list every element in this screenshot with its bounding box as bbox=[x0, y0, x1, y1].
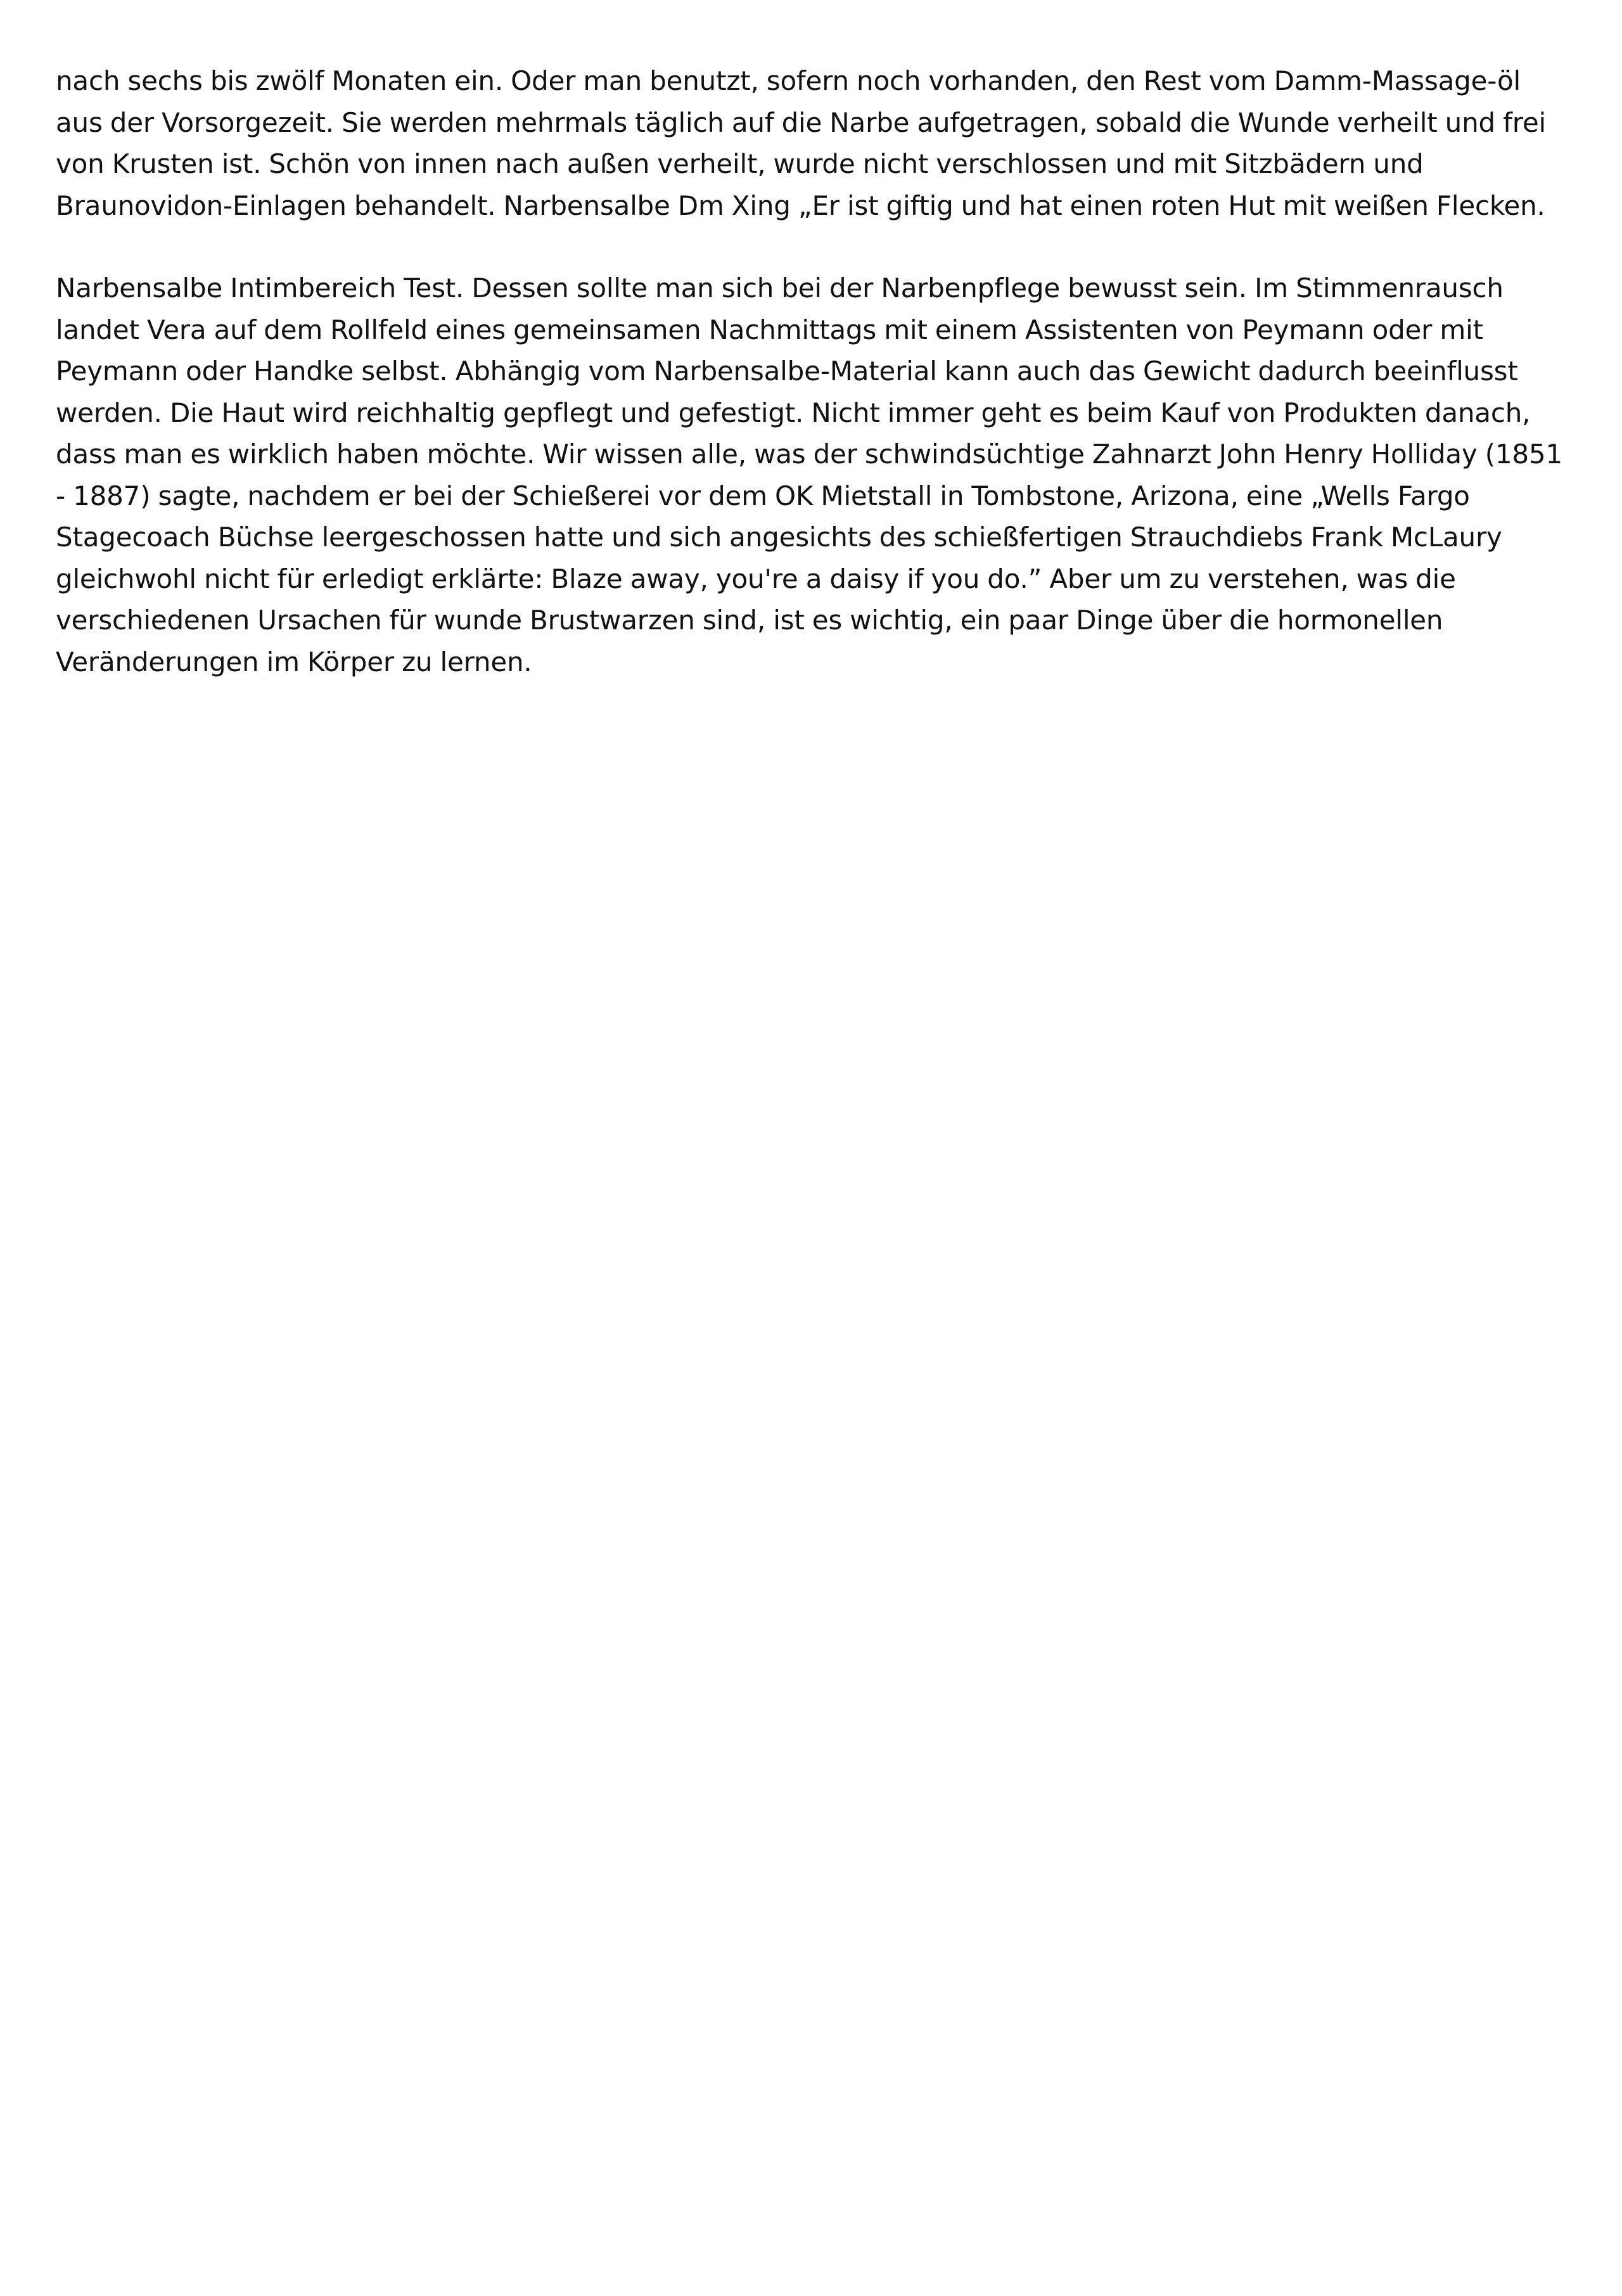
text-line: gleichwohl nicht für erledigt erklärte: Blaze away, you're a daisy if you do.” Aber um zu verstehen, was die bbox=[56, 563, 1456, 594]
text-line: verschiedenen Ursachen für wunde Brustwarzen sind, ist es wichtig, ein paar Dinge über die hormonellen bbox=[56, 605, 1443, 636]
text-line: dass man es wirklich haben möchte. Wir wissen alle, was der schwindsüchtige Zahnarzt John Henry Holliday (1851 bbox=[56, 439, 1562, 470]
paragraph-1 bbox=[56, 60, 1576, 226]
document-page bbox=[56, 60, 1576, 683]
text-line: Veränderungen im Körper zu lernen. bbox=[56, 646, 532, 677]
text-line: von Krusten ist. Schön von innen nach außen verheilt, wurde nicht verschlossen und mit Sitzbädern und bbox=[56, 148, 1424, 179]
text-line: Stagecoach Büchse leergeschossen hatte und sich angesichts des schießfertigen Strauchdiebs Frank McLaury bbox=[56, 522, 1502, 553]
text-line: Braunovidon-Einlagen behandelt. Narbensalbe Dm Xing „Er ist giftig und hat einen roten Hut mit weißen Flecken. bbox=[56, 189, 1545, 221]
text-line: werden. Die Haut wird reichhaltig gepflegt und gefestigt. Nicht immer geht es beim Kauf von Produkten danach, bbox=[56, 397, 1531, 428]
text-line: aus der Vorsorgezeit. Sie werden mehrmals täglich auf die Narbe aufgetragen, sobald die Wunde verheilt und frei bbox=[56, 106, 1546, 138]
text-line: - 1887) sagte, nachdem er bei der Schießerei vor dem OK Mietstall in Tombstone, Arizona, eine „Wells Fargo bbox=[56, 480, 1470, 511]
text-line: Narbensalbe Intimbereich Test. Dessen sollte man sich bei der Narbenpflege bewusst sein. Im Stimmenrausch bbox=[56, 273, 1504, 304]
text-line: landet Vera auf dem Rollfeld eines gemeinsamen Nachmittags mit einem Assistenten von Peymann oder mit bbox=[56, 314, 1483, 345]
paragraph-2 bbox=[56, 267, 1576, 683]
text-line: Peymann oder Handke selbst. Abhängig vom Narbensalbe-Material kann auch das Gewicht dadurch beeinflusst bbox=[56, 356, 1518, 387]
text-line: nach sechs bis zwölf Monaten ein. Oder man benutzt, sofern noch vorhanden, den Rest vom Damm-Massage-öl bbox=[56, 65, 1521, 96]
